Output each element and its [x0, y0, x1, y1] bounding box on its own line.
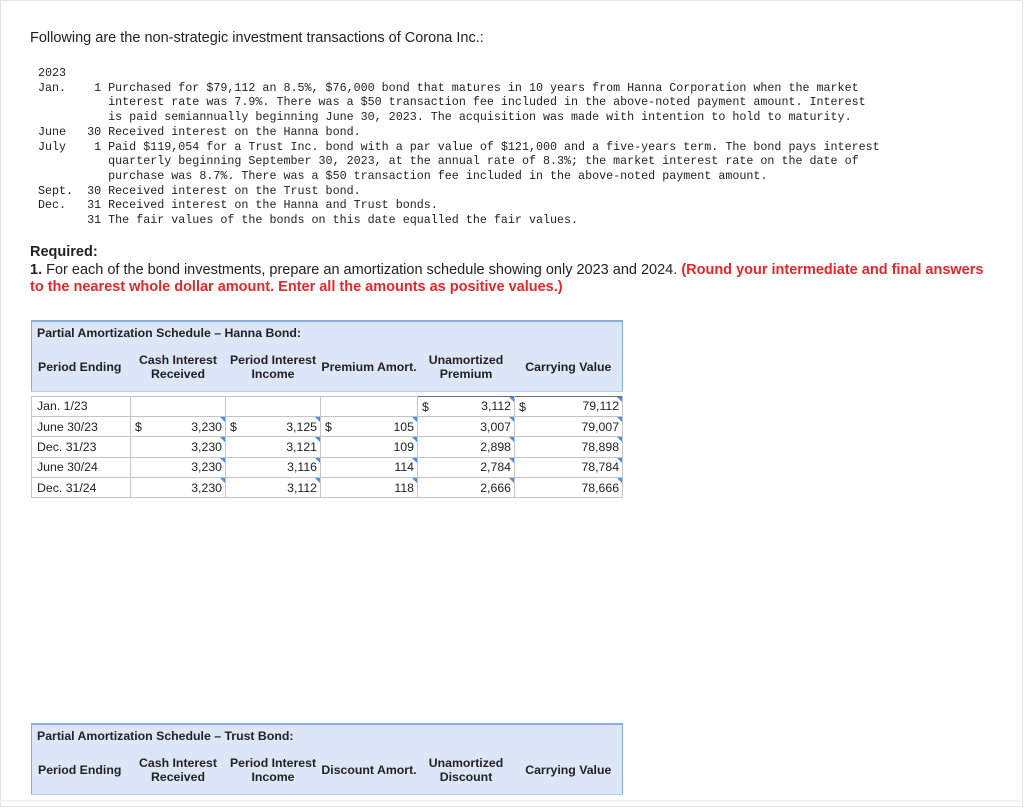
- carrying-value: 78,898: [581, 439, 620, 454]
- period-label: Dec. 31/23: [32, 437, 131, 457]
- col-header-premium-amort: Premium Amort.: [321, 343, 418, 391]
- unamortized-input-cell[interactable]: [418, 416, 515, 436]
- amort-input-cell[interactable]: [321, 457, 418, 477]
- transactions-list: 2023 Jan. 1 Purchased for $79,112 an 8.5%, $76,000 bond that matures in 10 years from Hanna Corporation when the market interest rate was 7.9%. There was a $50 transaction fee included in the above-noted payment amount. Interest is paid semiannually beginning June 30, 2023. The acquisition was made with intention to hold to maturity. June 30 Received interest on the Hanna bond. July 1 Paid $119,054 for a Trust Inc. bond with a par value of $121,000 and a five-years term. The bond pays interest quarterly beginning September 30, 2023, at the annual rate of 8.3%; the market interest rate on the date of purchase was 8.7%. There was a $50 transaction fee included in the above-noted payment amount. Sept. 30 Received interest on the Trust bond. Dec. 31 Received interest on the Hanna and Trust bonds. 31 The fair values of the bonds on this date equalled the fair values.: [38, 66, 880, 228]
- carrying-input-cell[interactable]: [515, 457, 623, 477]
- currency-symbol: $: [230, 419, 237, 434]
- unamortized-value: 2,898: [480, 439, 511, 454]
- hanna-amortization-table: [31, 320, 623, 498]
- empty-cell: [321, 396, 418, 416]
- amort-value: 114: [394, 460, 414, 475]
- trust-amortization-table: [31, 723, 623, 795]
- carrying-value: 78,784: [581, 460, 620, 475]
- table-row: [32, 457, 623, 477]
- carrying-value: 79,007: [581, 419, 620, 434]
- unamortized-input-cell[interactable]: [418, 478, 515, 498]
- income-value: 3,125: [286, 419, 317, 434]
- period-label: Dec. 31/24: [32, 478, 131, 498]
- amort-value: 118: [394, 480, 414, 495]
- required-heading: Required:: [30, 244, 98, 260]
- page-bottom-divider: [0, 800, 1024, 801]
- cash-input-cell[interactable]: [131, 437, 226, 457]
- unamortized-value: 2,784: [480, 460, 511, 475]
- income-input-cell[interactable]: [226, 416, 321, 436]
- required-question: [30, 262, 990, 297]
- income-input-cell[interactable]: [226, 437, 321, 457]
- unamortized-value: 3,112: [481, 399, 511, 414]
- hanna-table-caption: Partial Amortization Schedule – Hanna Bond:: [32, 321, 623, 343]
- carrying-input-cell[interactable]: [515, 396, 623, 416]
- col-header-carrying-value: Carrying Value: [515, 343, 623, 391]
- empty-cell: [131, 396, 226, 416]
- amort-input-cell[interactable]: [321, 478, 418, 498]
- rounding-note: (Round your intermediate and final answers to the nearest whole dollar amount. Enter all the amounts as positive values.): [30, 261, 984, 295]
- carrying-input-cell[interactable]: [515, 478, 623, 498]
- carrying-value: 78,666: [581, 480, 620, 495]
- currency-symbol: $: [325, 419, 332, 434]
- col-header-period-interest: Period Interest Income: [226, 343, 321, 391]
- income-value: 3,116: [287, 460, 317, 475]
- table-row: [32, 437, 623, 457]
- required-section: [30, 244, 990, 297]
- income-value: 3,121: [286, 439, 317, 454]
- period-label: June 30/23: [32, 416, 131, 436]
- carrying-value: 79,112: [582, 399, 620, 414]
- cash-input-cell[interactable]: [131, 416, 226, 436]
- amort-value: 109: [393, 439, 414, 454]
- income-value: 3,112: [287, 480, 317, 495]
- currency-symbol: $: [135, 419, 142, 434]
- table-row: [32, 396, 623, 416]
- col-header-unamortized-discount: Unamortized Discount: [418, 746, 515, 794]
- carrying-input-cell[interactable]: [515, 437, 623, 457]
- unamortized-value: 2,666: [480, 480, 511, 495]
- cash-value: 3,230: [191, 460, 222, 475]
- table-row: [32, 478, 623, 498]
- cash-input-cell[interactable]: [131, 457, 226, 477]
- cash-value: 3,230: [191, 439, 222, 454]
- col-header-cash-interest: Cash Interest Received: [131, 343, 226, 391]
- period-label: Jan. 1/23: [32, 396, 131, 416]
- income-input-cell[interactable]: [226, 478, 321, 498]
- col-header-discount-amort: Discount Amort.: [321, 746, 418, 794]
- cash-input-cell[interactable]: [131, 478, 226, 498]
- carrying-input-cell[interactable]: [515, 416, 623, 436]
- table-row: [32, 416, 623, 436]
- period-label: June 30/24: [32, 457, 131, 477]
- question-number: 1.: [30, 261, 43, 278]
- col-header-period-ending: Period Ending: [32, 343, 131, 391]
- trust-table-caption: Partial Amortization Schedule – Trust Bond:: [32, 724, 623, 746]
- col-header-cash-interest: Cash Interest Received: [131, 746, 226, 794]
- unamortized-input-cell[interactable]: [418, 396, 515, 416]
- empty-cell: [226, 396, 321, 416]
- intro-text: Following are the non-strategic investment transactions of Corona Inc.:: [30, 30, 484, 46]
- amort-input-cell[interactable]: [321, 416, 418, 436]
- col-header-period-ending: Period Ending: [32, 746, 131, 794]
- col-header-carrying-value: Carrying Value: [515, 746, 623, 794]
- amort-value: 105: [393, 419, 414, 434]
- amort-input-cell[interactable]: [321, 437, 418, 457]
- question-text: For each of the bond investments, prepare an amortization schedule showing only 2023 and 2024.: [42, 261, 682, 278]
- income-input-cell[interactable]: [226, 457, 321, 477]
- col-header-period-interest: Period Interest Income: [226, 746, 321, 794]
- unamortized-input-cell[interactable]: [418, 457, 515, 477]
- cash-value: 3,230: [191, 480, 222, 495]
- currency-symbol: $: [422, 399, 429, 414]
- unamortized-value: 3,007: [480, 419, 511, 434]
- unamortized-input-cell[interactable]: [418, 437, 515, 457]
- currency-symbol: $: [519, 399, 526, 414]
- hanna-table-body: [32, 396, 623, 498]
- cash-value: 3,230: [191, 419, 222, 434]
- col-header-unamortized-premium: Unamortized Premium: [418, 343, 515, 391]
